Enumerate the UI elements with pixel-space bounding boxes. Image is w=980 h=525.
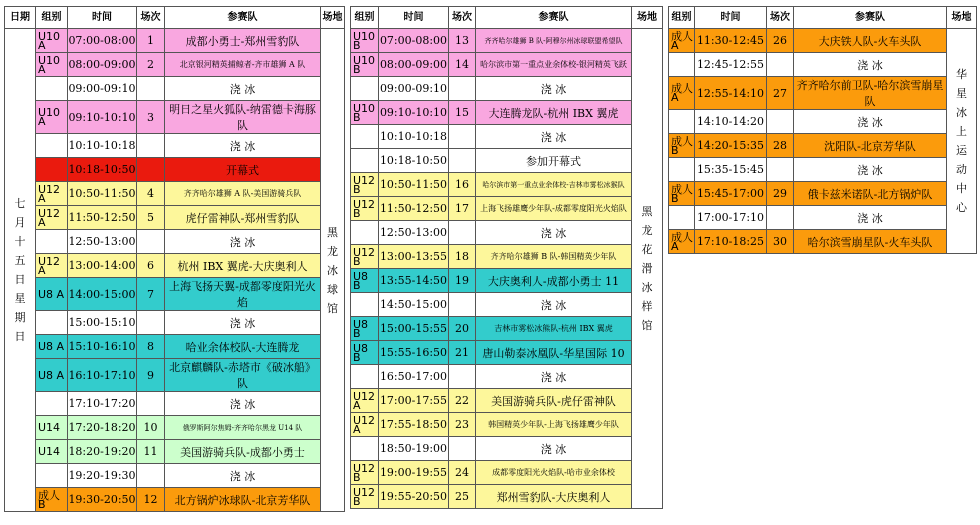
table-row <box>669 158 977 182</box>
header-group: 组别 <box>36 7 68 29</box>
time-cell: 12:45-12:55 <box>695 53 767 77</box>
table-row <box>5 182 345 206</box>
header-match-no: 场次 <box>137 7 165 29</box>
match-no-cell <box>767 110 794 134</box>
teams-cell: 浇 冰 <box>165 311 321 335</box>
group-cell: 成人 A <box>669 230 695 254</box>
time-cell: 10:10-10:18 <box>379 125 449 149</box>
teams-cell: 美国游骑兵队-虎仔雷神队 <box>476 389 632 413</box>
table-row <box>351 485 663 509</box>
match-no-cell: 23 <box>449 413 476 437</box>
match-no-cell: 12 <box>137 488 165 512</box>
match-no-cell: 25 <box>449 485 476 509</box>
teams-cell: 浇 冰 <box>476 221 632 245</box>
group-cell: 成人 B <box>669 182 695 206</box>
time-cell: 17:00-17:55 <box>379 389 449 413</box>
group-cell: U8 A <box>36 278 68 311</box>
group-cell: U8 B <box>351 269 379 293</box>
time-cell: 17:10-18:25 <box>695 230 767 254</box>
header-venue: 场地 <box>947 7 977 29</box>
table-row <box>351 365 663 389</box>
table-row <box>351 77 663 101</box>
table-row <box>351 221 663 245</box>
teams-cell: 参加开幕式 <box>476 149 632 173</box>
table-row <box>351 125 663 149</box>
match-no-cell: 28 <box>767 134 794 158</box>
match-no-cell: 6 <box>137 254 165 278</box>
header-date: 日期 <box>5 7 36 29</box>
table-row <box>351 269 663 293</box>
teams-cell: 成都小勇士-郑州雪豹队 <box>165 29 321 53</box>
table-row <box>351 293 663 317</box>
table-row <box>669 77 977 110</box>
table-header-row <box>669 7 977 29</box>
time-cell: 08:00-09:00 <box>68 53 137 77</box>
group-cell: U10 B <box>351 29 379 53</box>
match-no-cell: 11 <box>137 440 165 464</box>
match-no-cell <box>449 365 476 389</box>
group-cell <box>669 110 695 134</box>
match-no-cell: 1 <box>137 29 165 53</box>
teams-cell: 浇 冰 <box>165 230 321 254</box>
teams-cell: 明日之星火狐队-纳雷德卡海豚队 <box>165 101 321 134</box>
group-cell <box>669 53 695 77</box>
time-cell: 16:10-17:10 <box>68 359 137 392</box>
group-cell: U10 B <box>351 53 379 77</box>
group-cell: U8 A <box>36 359 68 392</box>
teams-cell: 唐山勒泰冰凰队-华星国际 10 <box>476 341 632 365</box>
group-cell <box>669 158 695 182</box>
teams-cell: 浇 冰 <box>165 134 321 158</box>
table-row <box>5 359 345 392</box>
match-no-cell: 3 <box>137 101 165 134</box>
group-cell <box>351 437 379 461</box>
match-no-cell <box>137 230 165 254</box>
table-row <box>351 29 663 53</box>
table-row <box>5 77 345 101</box>
match-no-cell: 13 <box>449 29 476 53</box>
venue-cell: 华星冰上运动中心 <box>947 29 977 254</box>
table-row <box>5 254 345 278</box>
top-caption <box>150 0 350 5</box>
teams-cell: 浇 冰 <box>794 53 947 77</box>
table-row <box>351 101 663 125</box>
header-match-no: 场次 <box>449 7 476 29</box>
teams-cell: 哈尔滨市第一重点业余体校-吉林市雾松冰猴队 <box>476 173 632 197</box>
match-no-cell <box>449 293 476 317</box>
match-no-cell: 8 <box>137 335 165 359</box>
match-no-cell: 4 <box>137 182 165 206</box>
match-no-cell <box>137 77 165 101</box>
match-no-cell: 27 <box>767 77 794 110</box>
time-cell: 17:55-18:50 <box>379 413 449 437</box>
group-cell: U12 A <box>351 389 379 413</box>
teams-cell: 浇 冰 <box>794 206 947 230</box>
header-match-no: 场次 <box>767 7 794 29</box>
teams-cell: 杭州 IBX 翼虎-大庆奥利人 <box>165 254 321 278</box>
header-group: 组别 <box>669 7 695 29</box>
group-cell: U8 A <box>36 335 68 359</box>
time-cell: 14:00-15:00 <box>68 278 137 311</box>
table-row <box>5 335 345 359</box>
table-row <box>669 110 977 134</box>
time-cell: 08:00-09:00 <box>379 53 449 77</box>
time-cell: 19:00-19:55 <box>379 461 449 485</box>
group-cell: 成人 A <box>669 29 695 53</box>
table-row <box>669 134 977 158</box>
venue-cell: 黑龙花滑冰样馆 <box>632 29 663 509</box>
teams-cell: 成都零度阳光火焰队-哈市业余体校 <box>476 461 632 485</box>
match-no-cell: 30 <box>767 230 794 254</box>
time-cell: 17:00-17:10 <box>695 206 767 230</box>
teams-cell: 郑州雪豹队-大庆奥利人 <box>476 485 632 509</box>
table-row <box>351 437 663 461</box>
group-cell <box>351 221 379 245</box>
schedule-table-1 <box>4 6 345 512</box>
match-no-cell <box>767 158 794 182</box>
header-venue: 场地 <box>321 7 345 29</box>
table-row <box>669 182 977 206</box>
time-cell: 12:50-13:00 <box>379 221 449 245</box>
match-no-cell <box>449 221 476 245</box>
match-no-cell <box>449 149 476 173</box>
group-cell <box>351 125 379 149</box>
time-cell: 09:00-09:10 <box>379 77 449 101</box>
teams-cell: 俄卡兹米诺队-北方锅炉队 <box>794 182 947 206</box>
table-row <box>351 53 663 77</box>
time-cell: 11:30-12:45 <box>695 29 767 53</box>
group-cell: U14 <box>36 440 68 464</box>
header-time: 时间 <box>379 7 449 29</box>
time-cell: 10:18-10:50 <box>68 158 137 182</box>
teams-cell: 吉林市雾松冰熊队-杭州 IBX 翼虎 <box>476 317 632 341</box>
match-no-cell <box>449 77 476 101</box>
time-cell: 14:50-15:00 <box>379 293 449 317</box>
match-no-cell: 9 <box>137 359 165 392</box>
teams-cell: 浇 冰 <box>476 365 632 389</box>
time-cell: 18:50-19:00 <box>379 437 449 461</box>
teams-cell: 北方锅炉冰球队-北京芳华队 <box>165 488 321 512</box>
match-no-cell: 19 <box>449 269 476 293</box>
table-row <box>5 206 345 230</box>
match-no-cell: 18 <box>449 245 476 269</box>
table-row <box>351 245 663 269</box>
match-no-cell: 7 <box>137 278 165 311</box>
table-row <box>5 230 345 254</box>
table-header-row <box>351 7 663 29</box>
match-no-cell <box>137 464 165 488</box>
table-row <box>669 29 977 53</box>
teams-cell: 美国游骑兵队-成都小勇士 <box>165 440 321 464</box>
match-no-cell <box>137 158 165 182</box>
group-cell: U12 B <box>351 245 379 269</box>
group-cell: U12 B <box>351 173 379 197</box>
time-cell: 10:18-10:50 <box>379 149 449 173</box>
group-cell: U12 B <box>351 461 379 485</box>
group-cell <box>351 293 379 317</box>
header-teams: 参赛队 <box>476 7 632 29</box>
group-cell: 成人 B <box>669 134 695 158</box>
teams-cell: 浇 冰 <box>476 437 632 461</box>
group-cell <box>36 134 68 158</box>
time-cell: 09:00-09:10 <box>68 77 137 101</box>
time-cell: 15:35-15:45 <box>695 158 767 182</box>
time-cell: 19:30-20:50 <box>68 488 137 512</box>
teams-cell: 浇 冰 <box>165 392 321 416</box>
group-cell: U10 A <box>36 101 68 134</box>
teams-cell: 大庆铁人队-火车头队 <box>794 29 947 53</box>
match-no-cell: 24 <box>449 461 476 485</box>
group-cell: U10 A <box>36 53 68 77</box>
match-no-cell: 10 <box>137 416 165 440</box>
table-row <box>5 488 345 512</box>
teams-cell: 浇 冰 <box>794 110 947 134</box>
header-group: 组别 <box>351 7 379 29</box>
group-cell <box>36 392 68 416</box>
group-cell: U12 B <box>351 197 379 221</box>
table-row <box>351 317 663 341</box>
teams-cell: 哈尔滨雪崩星队-火车头队 <box>794 230 947 254</box>
header-time: 时间 <box>68 7 137 29</box>
group-cell: 成人 A <box>669 77 695 110</box>
table-row <box>5 311 345 335</box>
header-venue: 场地 <box>632 7 663 29</box>
teams-cell: 上海飞扬天翼-成都零度阳光火焰 <box>165 278 321 311</box>
time-cell: 10:10-10:18 <box>68 134 137 158</box>
schedule-table-2 <box>350 6 663 509</box>
table-row <box>351 461 663 485</box>
time-cell: 19:55-20:50 <box>379 485 449 509</box>
time-cell: 11:50-12:50 <box>379 197 449 221</box>
match-no-cell <box>137 392 165 416</box>
teams-cell: 上海飞扬雄鹰少年队-成都零度阳光火焰队 <box>476 197 632 221</box>
group-cell <box>669 206 695 230</box>
time-cell: 15:00-15:55 <box>379 317 449 341</box>
teams-cell: 虎仔雷神队-郑州雪豹队 <box>165 206 321 230</box>
teams-cell: 大连腾龙队-杭州 IBX 翼虎 <box>476 101 632 125</box>
table-row <box>5 440 345 464</box>
table-row <box>669 206 977 230</box>
group-cell: U8 B <box>351 341 379 365</box>
group-cell: U14 <box>36 416 68 440</box>
teams-cell: 浇 冰 <box>476 125 632 149</box>
schedule-table-3 <box>668 6 977 254</box>
group-cell <box>36 230 68 254</box>
group-cell <box>351 77 379 101</box>
teams-cell: 齐齐哈尔前卫队-哈尔滨雪崩星队 <box>794 77 947 110</box>
match-no-cell: 15 <box>449 101 476 125</box>
table-row <box>351 413 663 437</box>
group-cell: U10 B <box>351 101 379 125</box>
time-cell: 13:00-14:00 <box>68 254 137 278</box>
table-row <box>351 341 663 365</box>
table-row <box>5 53 345 77</box>
match-no-cell: 16 <box>449 173 476 197</box>
table-row <box>669 230 977 254</box>
time-cell: 09:10-10:10 <box>379 101 449 125</box>
time-cell: 19:20-19:30 <box>68 464 137 488</box>
match-no-cell <box>767 53 794 77</box>
match-no-cell: 5 <box>137 206 165 230</box>
group-cell <box>36 77 68 101</box>
table-row <box>5 29 345 53</box>
group-cell <box>351 365 379 389</box>
match-no-cell <box>137 311 165 335</box>
time-cell: 18:20-19:20 <box>68 440 137 464</box>
teams-cell: 哈尔滨市第一重点业余体校-银河精英飞跃 <box>476 53 632 77</box>
time-cell: 15:45-17:00 <box>695 182 767 206</box>
teams-cell: 北京银河精英捕鲸者-齐市雄狮 A 队 <box>165 53 321 77</box>
time-cell: 14:10-14:20 <box>695 110 767 134</box>
time-cell: 13:00-13:55 <box>379 245 449 269</box>
time-cell: 07:00-08:00 <box>68 29 137 53</box>
match-no-cell: 29 <box>767 182 794 206</box>
group-cell <box>36 464 68 488</box>
teams-cell: 齐齐哈尔雄狮 A 队-美国游骑兵队 <box>165 182 321 206</box>
header-time: 时间 <box>695 7 767 29</box>
teams-cell: 开幕式 <box>165 158 321 182</box>
match-no-cell <box>449 437 476 461</box>
match-no-cell: 26 <box>767 29 794 53</box>
match-no-cell <box>767 206 794 230</box>
table-row <box>5 278 345 311</box>
table-row <box>5 134 345 158</box>
time-cell: 12:50-13:00 <box>68 230 137 254</box>
time-cell: 12:55-14:10 <box>695 77 767 110</box>
teams-cell: 俄罗斯阿尔焦姆-齐齐哈尔黑龙 U14 队 <box>165 416 321 440</box>
teams-cell: 北京麒麟队-赤塔市《破冰船》队 <box>165 359 321 392</box>
match-no-cell: 20 <box>449 317 476 341</box>
group-cell: U10 A <box>36 29 68 53</box>
table-row <box>5 392 345 416</box>
teams-cell: 大庆奥利人-成都小勇士 11 <box>476 269 632 293</box>
group-cell <box>36 158 68 182</box>
group-cell: U12 B <box>351 485 379 509</box>
header-teams: 参赛队 <box>794 7 947 29</box>
time-cell: 15:00-15:10 <box>68 311 137 335</box>
group-cell: 成人 B <box>36 488 68 512</box>
time-cell: 09:10-10:10 <box>68 101 137 134</box>
teams-cell: 浇 冰 <box>794 158 947 182</box>
table-header-row <box>5 7 345 29</box>
table-row <box>5 101 345 134</box>
date-cell: 七月十五日星期日 <box>5 29 36 512</box>
group-cell: U12 A <box>36 206 68 230</box>
time-cell: 14:20-15:35 <box>695 134 767 158</box>
match-no-cell <box>449 125 476 149</box>
teams-cell: 哈业余体校队-大连腾龙 <box>165 335 321 359</box>
table-row <box>5 416 345 440</box>
match-no-cell: 21 <box>449 341 476 365</box>
table-row <box>669 53 977 77</box>
time-cell: 13:55-14:50 <box>379 269 449 293</box>
table-row <box>351 197 663 221</box>
time-cell: 10:50-11:50 <box>68 182 137 206</box>
match-no-cell <box>137 134 165 158</box>
group-cell: U12 A <box>36 182 68 206</box>
teams-cell: 齐齐哈尔雄狮 B 队-韩国精英少年队 <box>476 245 632 269</box>
group-cell: U12 A <box>351 413 379 437</box>
teams-cell: 浇 冰 <box>165 77 321 101</box>
table-row <box>351 173 663 197</box>
group-cell <box>36 311 68 335</box>
time-cell: 15:10-16:10 <box>68 335 137 359</box>
teams-cell: 浇 冰 <box>476 77 632 101</box>
match-no-cell: 22 <box>449 389 476 413</box>
table-row <box>5 464 345 488</box>
group-cell: U12 A <box>36 254 68 278</box>
time-cell: 10:50-11:50 <box>379 173 449 197</box>
group-cell: U8 B <box>351 317 379 341</box>
teams-cell: 浇 冰 <box>165 464 321 488</box>
time-cell: 16:50-17:00 <box>379 365 449 389</box>
table-row <box>351 149 663 173</box>
group-cell <box>351 149 379 173</box>
time-cell: 11:50-12:50 <box>68 206 137 230</box>
time-cell: 07:00-08:00 <box>379 29 449 53</box>
time-cell: 15:55-16:50 <box>379 341 449 365</box>
time-cell: 17:10-17:20 <box>68 392 137 416</box>
teams-cell: 浇 冰 <box>476 293 632 317</box>
match-no-cell: 17 <box>449 197 476 221</box>
teams-cell: 沈阳队-北京芳华队 <box>794 134 947 158</box>
match-no-cell: 2 <box>137 53 165 77</box>
table-row <box>351 389 663 413</box>
match-no-cell: 14 <box>449 53 476 77</box>
time-cell: 17:20-18:20 <box>68 416 137 440</box>
venue-cell: 黑龙冰球馆 <box>321 29 345 512</box>
teams-cell: 韩国精英少年队-上海飞扬雄鹰少年队 <box>476 413 632 437</box>
header-teams: 参赛队 <box>165 7 321 29</box>
table-row <box>5 158 345 182</box>
teams-cell: 齐齐哈尔雄狮 B 队-阿穆尔州冰球联盟希望队 <box>476 29 632 53</box>
